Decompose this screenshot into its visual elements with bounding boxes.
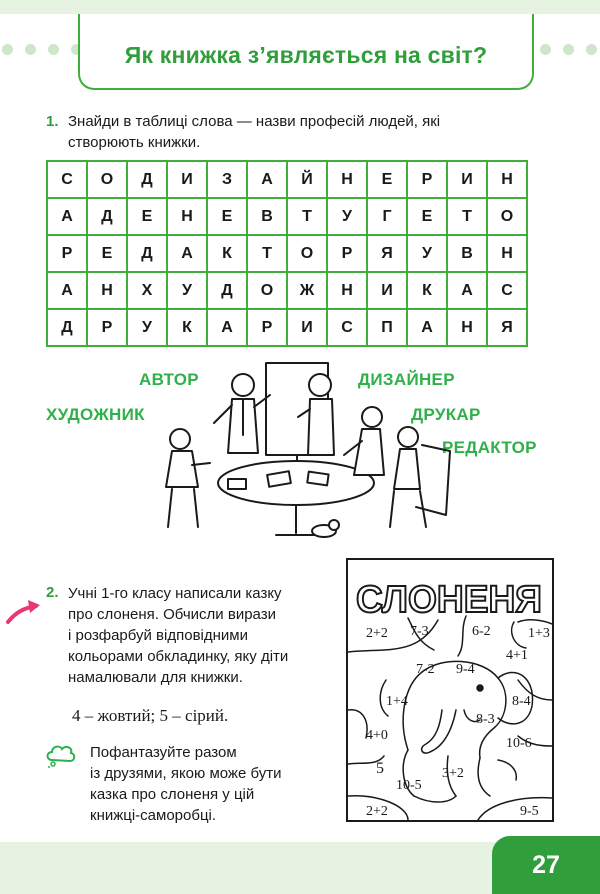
cover-expr-17: 9-5 [520,804,539,819]
cover-expr-7: 9-4 [456,662,475,677]
grid-cell: А [168,236,208,273]
grid-cell: Х [128,273,168,310]
page-title: Як книжка з’являється на світ? [124,41,488,68]
cover-expr-8: 1+4 [386,694,408,709]
grid-cell: В [248,199,288,236]
grid-cell: У [128,310,168,347]
profession-dyzainer: ДИЗАЙНЕР [358,370,455,389]
grid-cell: А [248,162,288,199]
grid-cell: О [288,236,328,273]
profession-drukar: ДРУКАР [411,405,481,424]
grid-cell: Р [408,162,448,199]
cover-expr-2: 7-3 [410,624,429,639]
grid-cell: Я [368,236,408,273]
grid-cell: Е [88,236,128,273]
grid-cell: Н [328,162,368,199]
page-number-tab [492,836,600,894]
cover-expr-9: 8-4 [512,694,531,709]
grid-cell: Т [248,236,288,273]
cover-expr-4: 1+3 [528,626,550,641]
cover-title-lettering: СЛОНЕНЯ [356,579,542,621]
profession-redaktor: РЕДАКТОР [442,438,537,457]
grid-cell: У [408,236,448,273]
meeting-illustration [158,355,458,545]
task-1-text-line-1: Знайди в таблиці слова — назви професій людей, які [68,113,441,130]
cover-expr-10: 8-3 [476,712,495,727]
decorative-dots-right [540,44,597,55]
grid-cell: Т [448,199,488,236]
grid-cell: Д [128,162,168,199]
grid-cell: Н [328,273,368,310]
grid-cell: Н [448,310,488,347]
grid-cell: О [248,273,288,310]
color-key-formula: 4 – жовтий; 5 – сірий. [72,706,229,725]
grid-cell: Р [248,310,288,347]
cover-expr-16: 2+2 [366,804,388,819]
grid-cell: И [448,162,488,199]
fantasy-line-4: книжці-саморобці. [90,807,217,824]
cover-expr-1: 2+2 [366,626,388,641]
grid-cell: У [168,273,208,310]
thought-cloud-icon [46,744,76,768]
profession-avtor: АВТОР [139,370,199,389]
grid-cell: У [328,199,368,236]
grid-cell: И [288,310,328,347]
cover-expr-14: 3+2 [442,766,464,781]
cover-expr-5: 4+1 [506,648,528,663]
grid-cell: Н [488,236,528,273]
grid-cell: П [368,310,408,347]
grid-cell: Н [488,162,528,199]
cover-expr-13: 5 [376,760,384,777]
cover-expr-3: 6-2 [472,624,491,639]
grid-cell: О [88,162,128,199]
task-2-text-line-5: намалювали для книжки. [68,669,243,686]
grid-cell: И [368,273,408,310]
grid-cell: Г [368,199,408,236]
grid-cell: Н [168,199,208,236]
task-2-text-line-1: Учні 1-го класу написали казку [68,585,282,602]
fantasy-line-1: Пофантазуйте разом [90,744,237,761]
grid-cell: Н [88,273,128,310]
fantasy-line-3: казка про слоненя у цій [90,786,255,803]
cover-expr-12: 10-6 [506,736,532,751]
grid-cell: Д [128,236,168,273]
grid-cell: Е [368,162,408,199]
grid-cell: С [488,273,528,310]
grid-cell: К [408,273,448,310]
grid-cell: Е [408,199,448,236]
grid-cell: С [328,310,368,347]
grid-cell: К [208,236,248,273]
task-2-text-line-4: кольорами обкладинку, яку діти [68,648,289,665]
task-1-text-line-2: створюють книжки. [68,134,201,151]
word-search-grid [46,160,528,347]
grid-cell: Я [488,310,528,347]
task-1-number: 1. [46,113,59,130]
grid-cell: А [408,310,448,347]
grid-cell: А [48,273,88,310]
grid-cell: К [168,310,208,347]
grid-cell: А [448,273,488,310]
profession-khudozhnyk: ХУДОЖНИК [46,405,145,424]
grid-cell: И [168,162,208,199]
grid-cell: Р [328,236,368,273]
grid-cell: З [208,162,248,199]
grid-cell: Р [88,310,128,347]
task-2-text-line-3: і розфарбуй відповідними [68,627,248,644]
grid-cell: С [48,162,88,199]
grid-cell: Д [208,273,248,310]
fantasy-line-2: із друзями, якою може бути [90,765,282,782]
cover-expr-6: 7-2 [416,662,435,677]
page-number: 27 [532,850,560,879]
grid-cell: Е [128,199,168,236]
grid-cell: Д [48,310,88,347]
grid-cell: О [488,199,528,236]
grid-cell: Д [88,199,128,236]
title-box [78,14,534,90]
task-2-text-line-2: про слоненя. Обчисли вирази [68,606,276,623]
grid-cell: А [48,199,88,236]
task-2-number: 2. [46,584,59,601]
top-band [0,0,600,14]
grid-cell: Й [288,162,328,199]
book-cover-coloring [346,558,554,822]
cover-expr-15: 10-5 [396,778,422,793]
grid-cell: В [448,236,488,273]
pink-arrow-icon [6,598,42,624]
grid-cell: Е [208,199,248,236]
grid-cell: Ж [288,273,328,310]
grid-cell: А [208,310,248,347]
grid-cell: Р [48,236,88,273]
grid-cell: Т [288,199,328,236]
cover-expr-11: 4+0 [366,728,388,743]
